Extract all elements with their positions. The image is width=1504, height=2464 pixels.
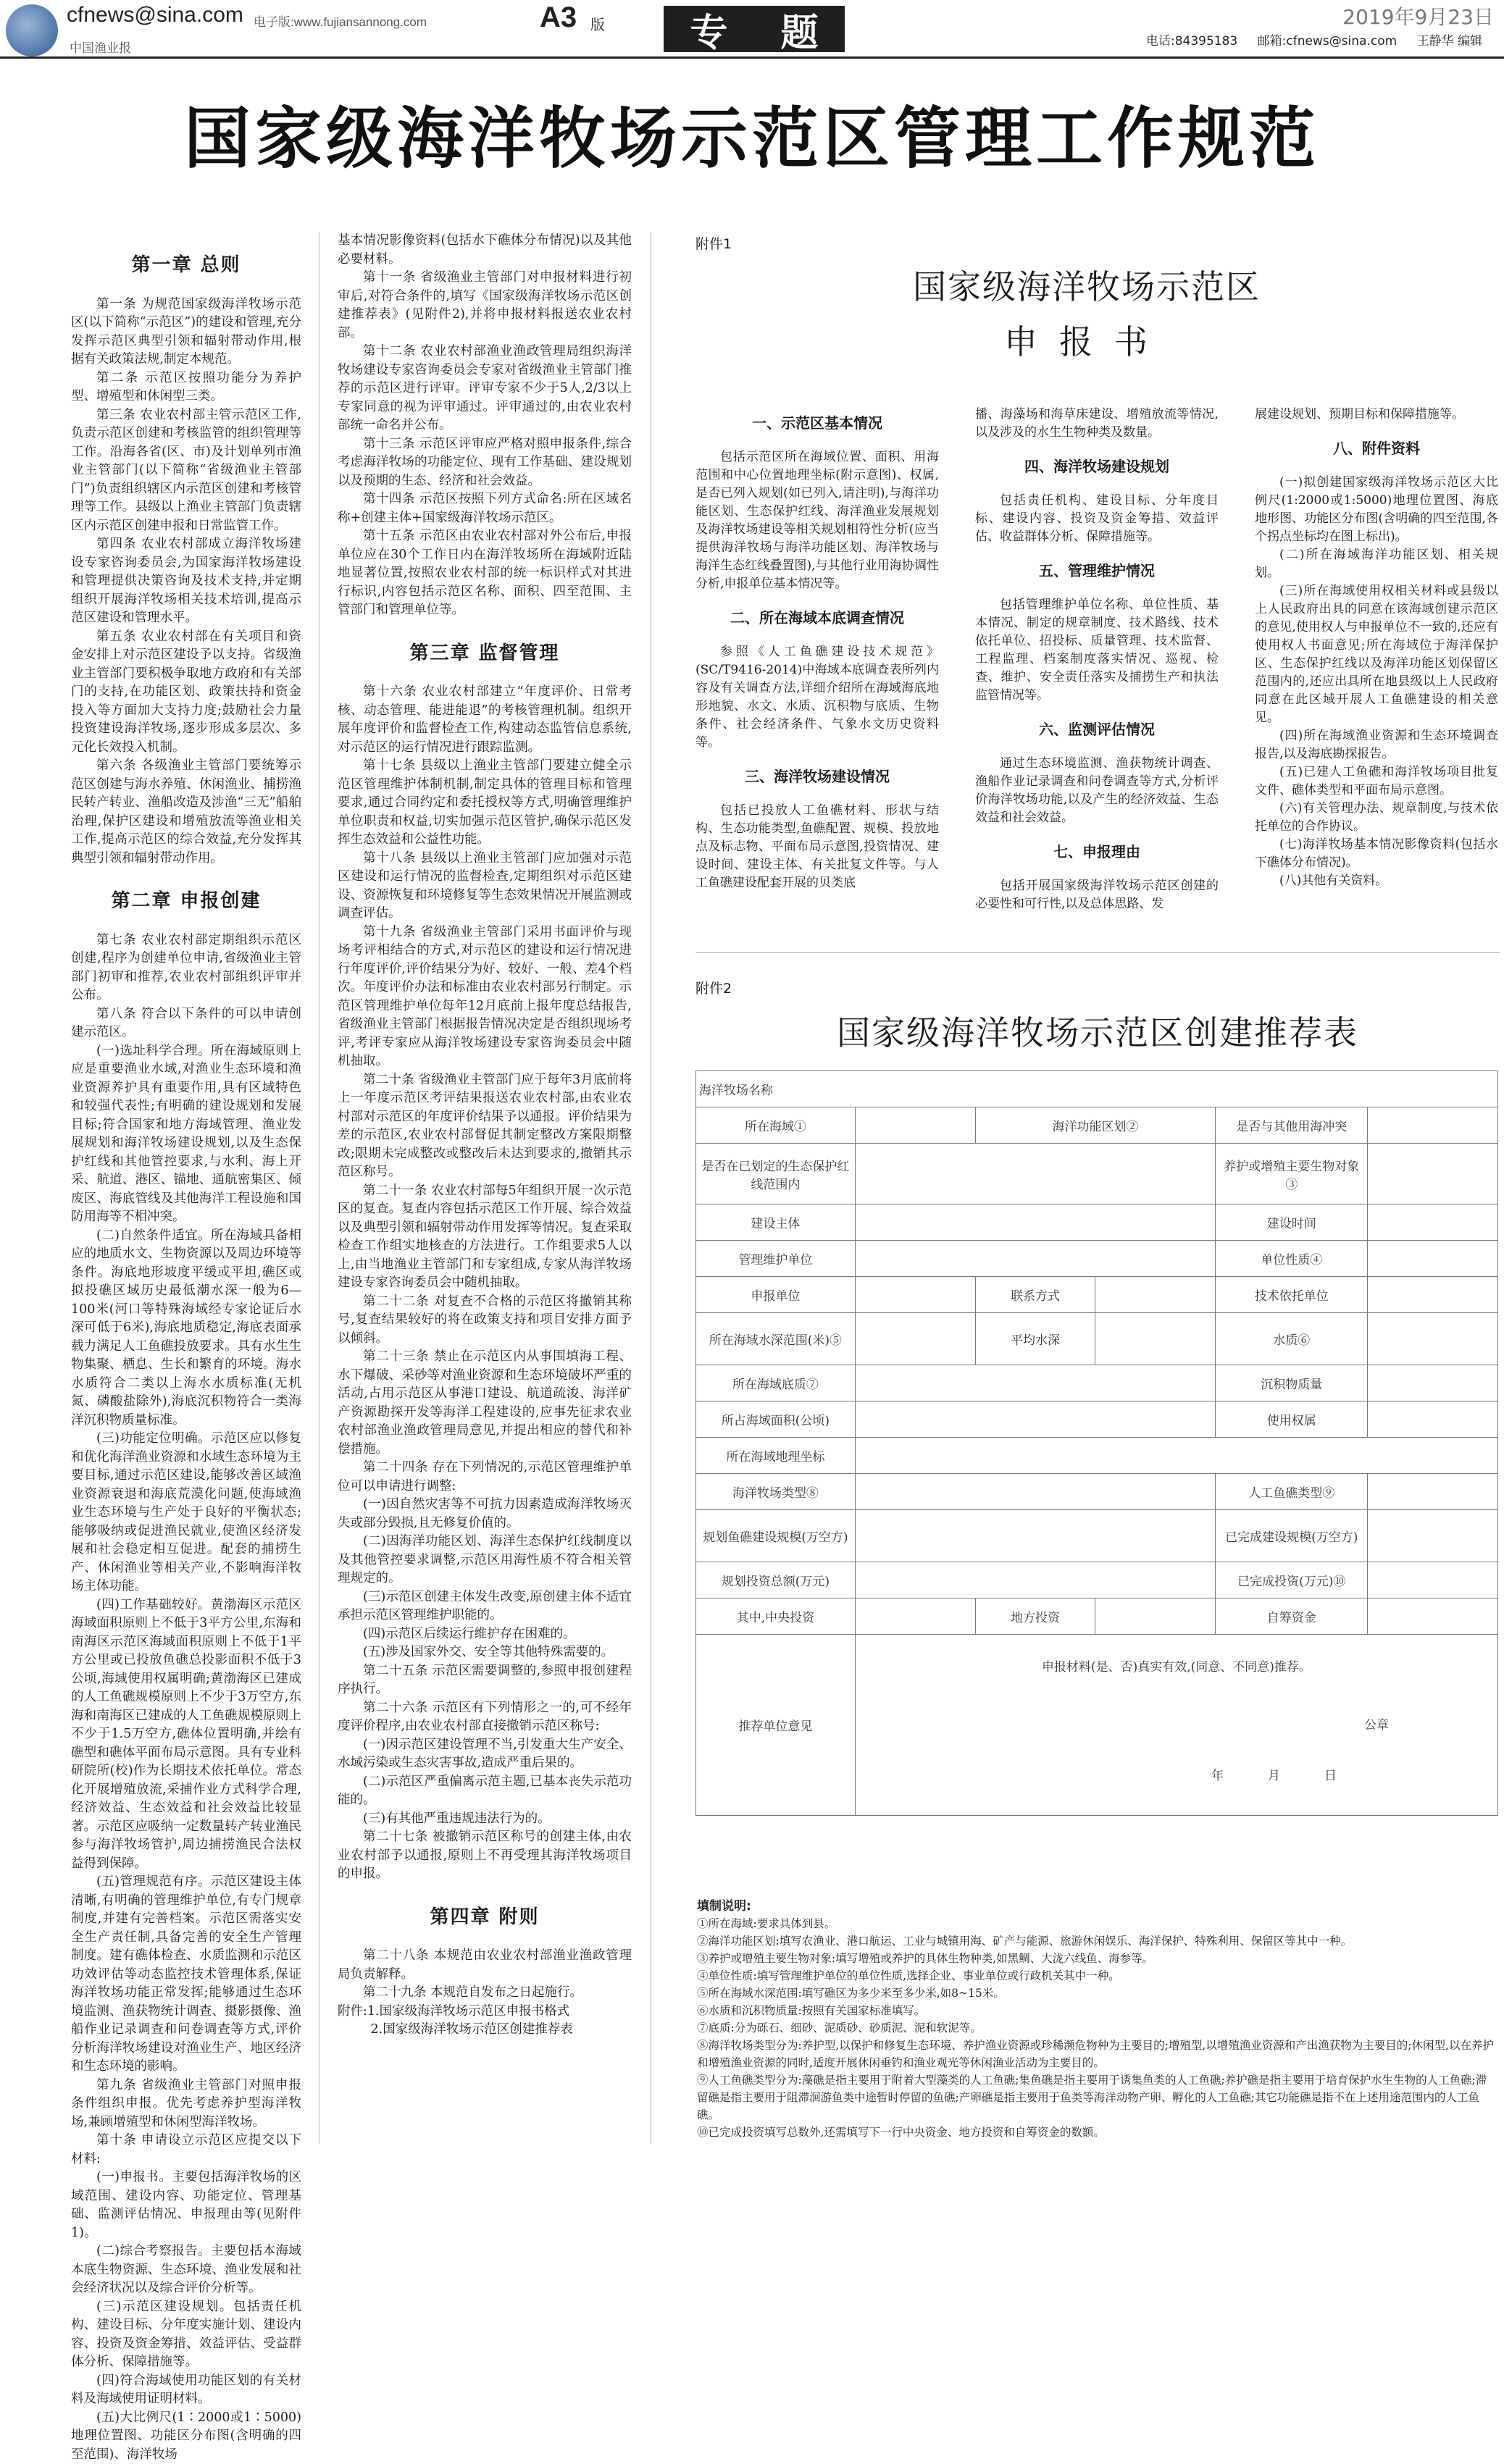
article-column-1 <box>71 232 301 2464</box>
paragraph: (三)有其他严重违规违法行为的。 <box>338 1810 632 1829</box>
form-cell-blank <box>1368 1144 1498 1204</box>
paragraph: 第七条 农业农村部定期组织示范区创建,程序为创建单位申请,省级渔业主管部门初审和推荐,农业农村部组织评审并公布。 <box>71 931 301 1005</box>
paragraph: 基本情况影像资料(包括水下礁体分布情况)以及其他必要材料。 <box>338 232 632 269</box>
form-cell: 所占海域面积(公顷) <box>696 1401 856 1438</box>
form-cell-blank <box>1095 1313 1216 1365</box>
form-cell: 技术依托单位 <box>1216 1277 1368 1313</box>
form-cell: 海洋功能区划② <box>975 1107 1216 1144</box>
appendix1-column-3 <box>1255 406 1498 890</box>
paragraph: (二)因海洋功能区划、海洋生态保护红线制度以及其他管控要求调整,示范区用海性质不符合相关管理规定的。 <box>338 1533 632 1588</box>
article-column-2 <box>338 232 632 2040</box>
page-unit: 版 <box>590 13 605 34</box>
paragraph: 第一条 为规范国家级海洋牧场示范区(以下简称“示范区”)的建设和管理,充分发挥示范区典型引领和辐射带动作用,根据有关政策法规,制定本规范。 <box>71 296 301 369</box>
mail: 邮箱:cfnews@sina.com <box>1258 34 1398 49</box>
form-cell: 海洋牧场类型⑧ <box>696 1474 856 1510</box>
form-cell: 地方投资 <box>975 1598 1095 1635</box>
form-cell: 使用权属 <box>1216 1401 1368 1438</box>
paragraph: (二)示范区严重偏离示范主题,已基本丧失示范功能的。 <box>338 1773 632 1810</box>
form-cell-blank <box>855 1474 1216 1510</box>
paragraph: 第十八条 县级以上渔业主管部门应加强对示范区建设和运行情况的监督检查,定期组织对示范区建设、资源恢复和环境修复等生态效果情况开展监测或调查评估。 <box>338 850 632 923</box>
section-heading: 四、海洋牧场建设规划 <box>975 458 1219 476</box>
form-cell: 自筹资金 <box>1216 1598 1368 1635</box>
form-cell: 规划投资总额(万元) <box>696 1562 856 1598</box>
form-cell: 平均水深 <box>975 1313 1095 1365</box>
form-cell: 沉积物质量 <box>1216 1365 1368 1401</box>
form-cell-blank <box>855 1365 1216 1401</box>
column-char: 专 <box>690 2 727 56</box>
section-heading: 第一章 总则 <box>71 256 301 275</box>
note-item: ⑦底质:分为砾石、细砂、泥质砂、砂质泥、泥和软泥等。 <box>697 2019 1497 2037</box>
seal-label: 公章 <box>1364 1714 1389 1732</box>
column-badge <box>664 6 845 52</box>
appendix1-title: 国家级海洋牧场示范区 <box>695 261 1478 309</box>
appendix2-label: 附件2 <box>695 978 732 997</box>
appendix2-title: 国家级海洋牧场示范区创建推荐表 <box>695 1007 1500 1055</box>
paragraph: (七)海洋牧场基本情况影像资料(包括水下礁体分布情况)。 <box>1255 836 1498 872</box>
form-cell: 规划鱼礁建设规模(万空方) <box>696 1510 856 1562</box>
form-cell-blank <box>1368 1510 1498 1562</box>
form-cell: 是否在已划定的生态保护红线范围内 <box>696 1144 856 1204</box>
recommend-opinion-cell <box>855 1635 1497 1816</box>
form-cell-blank <box>1368 1562 1498 1598</box>
page-number: A3 <box>540 1 577 34</box>
paragraph: (二)综合考察报告。主要包括本海域本底生物资源、生态环境、渔业发展和社会经济状况以及综合评价分析等。 <box>71 2242 301 2298</box>
paragraph: 第八条 符合以下条件的可以申请创建示范区。 <box>71 1005 301 1042</box>
paragraph: 包括开展国家级海洋牧场示范区创建的必要性和可行性,以及总体思路、发 <box>975 877 1219 913</box>
form-cell-blank <box>855 1510 1216 1562</box>
paragraph: (四)工作基础较好。黄渤海区示范区海域面积原则上不低于3平方公里,东海和南海区示范区海域面积原则上不低于1平方公里或已投放鱼礁总投影面积不低于3公顷,海域使用权属明确;黄渤海区已建成的人工鱼礁规模原则上不少于3万空方,东海和南海区已建成的人工鱼礁规模原则上不少于1.5万空方,礁体位置明确,并绘有礁型和礁体平面布局示意图。具有专业科研院所(校)作为长期技术依托单位。常态化开展增殖放流,采捕作业方式科学合理,经济效益、生态效益和社会效益比较显著。示范区应吸纳一定数量转产转业渔民参与海洋牧场管护,周边捕捞渔民合法权益得到保障。 <box>71 1596 301 1874</box>
paragraph: (六)有关管理办法、规章制度,与技术依托单位的合作协议。 <box>1255 800 1498 836</box>
paragraph: 包括责任机构、建设目标、分年度目标、建设内容、投资及资金筹措、效益评估、收益群体分析、保障措施等。 <box>975 492 1219 546</box>
paragraph: (一)拟创建国家级海洋牧场示范区大比例尺(1:2000或1:5000)地理位置图、海底地形图、功能区分布图(含明确的四至范围,各个拐点坐标均在图上标出)。 <box>1255 474 1498 546</box>
form-cell-blank <box>1095 1277 1216 1313</box>
form-notes <box>697 1898 1497 2141</box>
paragraph: (一)因示范区建设管理不当,引发重大生产安全、水域污染或生态灾害事故,造成严重后果的。 <box>338 1736 632 1773</box>
form-cell: 是否与其他用海冲突 <box>1216 1107 1368 1144</box>
form-cell-blank <box>855 1144 1216 1204</box>
paragraph: 第十六条 农业农村部建立“年度评价、日常考核、动态管理、能进能退”的考核管理机制。组织开展年度评价和监督检查工作,构建动态监管信息系统,对示范区的运行情况进行跟踪监测。 <box>338 683 632 757</box>
recommendation-form <box>695 1070 1498 1816</box>
paragraph: 第二十四条 存在下列情况的,示范区管理维护单位可以申请进行调整: <box>338 1459 632 1496</box>
form-cell: 管理维护单位 <box>696 1241 856 1277</box>
paragraph: 2.国家级海洋牧场示范区创建推荐表 <box>338 2021 632 2040</box>
form-cell: 申报单位 <box>696 1277 856 1313</box>
paragraph: 第二十七条 被撤销示范区称号的创建主体,由农业农村部予以通报,原则上不再受理其海洋牧场项目的申报。 <box>338 1828 632 1884</box>
section-heading: 六、监测评估情况 <box>975 721 1219 739</box>
paragraph: 第二十条 省级渔业主管部门应于每年3月底前将上一年度示范区考评结果报送农业农村部,由农业农村部对示范区的年度评价结果予以通报。评价结果为差的示范区,农业农村部督促其制定整改方案限期整改;限期未完成整改或整改后未达到要求的,撤销其示范区称号。 <box>338 1071 632 1182</box>
form-cell: 所在海域水深范围(米)⑤ <box>696 1313 856 1365</box>
newspaper-logo-icon <box>6 4 58 56</box>
paragraph: (五)已建人工鱼礁和海洋牧场项目批复文件、礁体类型和平面布局示意图。 <box>1255 763 1498 800</box>
paragraph: 第十四条 示范区按照下列方式命名:所在区域名称+创建主体+国家级海洋牧场示范区。 <box>338 490 632 527</box>
masthead-site: 电子版:www.fujiansannong.com <box>254 12 427 30</box>
section-heading: 五、管理维护情况 <box>975 562 1219 580</box>
date-line: 年 月 日 <box>1211 1765 1353 1783</box>
section-heading: 八、附件资料 <box>1255 440 1498 458</box>
form-cell-blank <box>1368 1204 1498 1241</box>
paragraph: 第十三条 示范区评审应严格对照申报条件,综合考虑海洋牧场的功能定位、现有工作基础、建设规划以及预期的生态、经济和社会效益。 <box>338 435 632 491</box>
form-cell: 已完成建设规模(万空方) <box>1216 1510 1368 1562</box>
note-item: ⑨人工鱼礁类型分为:藻礁是指主要用于附着大型藻类的人工鱼礁;集鱼礁是指主要用于诱集鱼类的人工鱼礁;养护礁是指主要用于培育保护水生生物的人工鱼礁;滞留礁是指主要用于阻滞洄游鱼类中途暂时停留的鱼礁;产卵礁是指主要用于鱼类等海洋动物产卵、孵化的人工鱼礁;其它功能礁是指不在上述用途范围内的人工鱼礁。 <box>697 2071 1497 2124</box>
note-item: ③养护或增殖主要生物对象:填写增殖或养护的具体生物种类,如黑鲷、大泷六线鱼、海参等。 <box>697 1950 1497 1967</box>
paragraph: (一)申报书。主要包括海洋牧场的区域范围、建设内容、功能定位、管理基础、监测评估情况、申报理由等(见附件1)。 <box>71 2168 301 2242</box>
masthead-rule <box>0 56 1504 59</box>
column-char: 题 <box>780 2 818 56</box>
paragraph: 第二十六条 示范区有下列情形之一的,可不经年度评价程序,由农业农村部直接撤销示范区称号: <box>338 1699 632 1736</box>
form-cell: 已完成投资(万元)⑩ <box>1216 1562 1368 1598</box>
section-heading: 二、所在海域本底调查情况 <box>695 609 939 627</box>
paragraph: 第五条 农业农村部在有关项目和资金安排上对示范区建设予以支持。省级渔业主管部门要积极争取地方政府和有关部门的支持,在功能区划、政策扶持和资金投入等方面加大支持力度;鼓励社会力量投资建设海洋牧场,逐步形成多层次、多元化长效投入机制。 <box>71 628 301 758</box>
section-heading: 一、示范区基本情况 <box>695 414 939 432</box>
appendix1-column-2 <box>975 406 1219 913</box>
paragraph: 第九条 省级渔业主管部门对照申报条件组织申报。优先考虑养护型海洋牧场,兼顾增殖型和休闲型海洋牧场。 <box>71 2077 301 2132</box>
paragraph: (八)其他有关资料。 <box>1255 872 1498 890</box>
paragraph: (一)因自然灾害等不可抗力因素造成海洋牧场灭失或部分毁损,且无修复价值的。 <box>338 1496 632 1533</box>
paragraph: 第十七条 县级以上渔业主管部门要建立健全示范区管理维护体制机制,制定具体的管理目标和管理要求,通过合同约定和委托授权等方式,明确管理维护单位职责和权益,切实加强示范区管护,确保示范区发挥生态效益和公益性功能。 <box>338 757 632 850</box>
form-cell: 海洋牧场名称 <box>696 1071 1498 1107</box>
form-cell-blank <box>1368 1598 1498 1635</box>
form-cell: 所在海域地理坐标 <box>696 1438 856 1474</box>
form-cell: 人工鱼礁类型⑨ <box>1216 1474 1368 1510</box>
editor: 王静华 编辑 <box>1417 34 1482 49</box>
form-cell-blank <box>1368 1107 1498 1144</box>
appendix1-column-1 <box>695 406 939 892</box>
form-cell: 联系方式 <box>975 1277 1095 1313</box>
paragraph: 第二十五条 示范区需要调整的,参照申报创建程序执行。 <box>338 1662 632 1699</box>
paragraph: 第二条 示范区按照功能分为养护型、增殖型和休闲型三类。 <box>71 369 301 406</box>
paragraph: (三)所在海域使用权相关材料或县级以上人民政府出具的同意在该海域创建示范区的意见,使用权人与申报单位不一致的,还应有使用权人书面意见;所在海域位于海洋保护区、生态保护红线以及海洋功能区划保留区范围内的,还应出具所在地县级以上人民政府同意在此区域开展人工鱼礁建设的相关意见。 <box>1255 582 1498 727</box>
appendix1-label: 附件1 <box>695 233 732 253</box>
paragraph: (二)所在海域海洋功能区划、相关规划。 <box>1255 546 1498 582</box>
form-cell-blank <box>855 1241 1216 1277</box>
section-heading: 七、申报理由 <box>975 843 1219 861</box>
form-cell-blank <box>855 1438 1497 1474</box>
form-cell-blank <box>1368 1313 1498 1365</box>
form-cell-blank <box>855 1277 975 1313</box>
paragraph: (一)选址科学合理。所在海域原则上应是重要渔业水域,对渔业生态环境和渔业资源养护具有重要作用,具有区域特色和较强代表性;有明确的建设规划和发展目标;符合国家和地方海域管理、渔业发展规划和海洋牧场建设规划,以及生态保护红线和其他管控要求,与水利、海上开采、航道、港区、锚地、通航密集区、倾废区、海底管线及其他海洋工程设施和国防用海等不相冲突。 <box>71 1042 301 1227</box>
notes-heading: 填制说明: <box>697 1898 1497 1915</box>
form-cell: 所在海域① <box>696 1107 856 1144</box>
section-heading: 第二章 申报创建 <box>71 892 301 911</box>
paragraph: (四)示范区后续运行维护存在困难的。 <box>338 1625 632 1644</box>
paragraph: 第六条 各级渔业主管部门要统筹示范区创建与海水养殖、休闲渔业、捕捞渔民转产转业、渔船改造及涉渔“三无”船舶治理,保护区建设和增殖放流等渔业相关工作,提高示范区的综合效益,充分发挥其典型引领和辐射带动作用。 <box>71 757 301 868</box>
form-cell-blank <box>1368 1365 1498 1401</box>
paragraph: 附件:1.国家级海洋牧场示范区申报书格式 <box>338 2003 632 2021</box>
paragraph: 第十五条 示范区由农业农村部对外公布后,申报单位应在30个工作日内在海洋牧场所在海域附近陆地显著位置,按照农业农村部的统一标识样式对其进行标识,内容包括示范区名称、面积、四至范围、主管部门和管理单位等。 <box>338 527 632 620</box>
phone: 电话:84395183 <box>1146 34 1237 49</box>
paragraph: 第十一条 省级渔业主管部门对申报材料进行初审后,对符合条件的,填写《国家级海洋牧场示范区创建推荐表》(见附件2),并将申报材料报送农业农村部。 <box>338 269 632 343</box>
paragraph: (五)涉及国家外交、安全等其他特殊需要的。 <box>338 1643 632 1662</box>
note-item: ⑥水质和沉积物质量:按照有关国家标准填写。 <box>697 2002 1497 2019</box>
form-cell: 单位性质④ <box>1216 1241 1368 1277</box>
headline: 国家级海洋牧场示范区管理工作规范 <box>0 85 1504 181</box>
paragraph: 展建设规划、预期目标和保障措施等。 <box>1255 406 1498 424</box>
masthead <box>0 0 1504 56</box>
form-cell-blank <box>1368 1474 1498 1510</box>
paragraph: 第四条 农业农村部成立海洋牧场建设专家咨询委员会,为国家海洋牧场建设和管理提供决策咨询及技术支持,并定期组织开展海洋牧场相关技术培训,提高示范区建设和管理水平。 <box>71 535 301 628</box>
form-cell: 养护或增殖主要生物对象③ <box>1216 1144 1368 1204</box>
appendix1-subtitle: 申报书 <box>695 316 1478 364</box>
note-item: ⑤所在海域水深范围:填写礁区为多少米至多少米,如8~15米。 <box>697 1985 1497 2002</box>
paragraph: (四)符合海域使用功能区划的有关材料及海域使用证明材料。 <box>71 2372 301 2409</box>
note-item: ⑩已完成投资填写总数外,还需填写下一行中央资金、地方投资和自筹资金的数额。 <box>697 2124 1497 2141</box>
contact-line <box>1130 30 1482 49</box>
paragraph: 第二十九条 本规范自发布之日起施行。 <box>338 1984 632 2003</box>
form-cell-blank <box>1095 1598 1216 1635</box>
recommend-text: 申报材料(是、否)真实有效,(同意、不同意)推荐。 <box>856 1656 1497 1675</box>
note-item: ④单位性质:填写管理维护单位的单位性质,选择企业、事业单位或行政机关其中一种。 <box>697 1967 1497 1985</box>
paragraph: 通过生态环境监测、渔获物统计调查、渔船作业记录调查和问卷调查等方式,分析评价海洋牧场功能,以及产生的经济效益、生态效益和社会效益。 <box>975 755 1219 827</box>
paragraph: (四)所在海域渔业资源和生态环境调查报告,以及海底勘探报告。 <box>1255 727 1498 763</box>
paragraph: 第二十二条 对复查不合格的示范区将撤销其称号,复查结果较好的将在政策支持和项目安排方面予以倾斜。 <box>338 1293 632 1349</box>
issue-date: 2019年9月23日 <box>1342 1 1494 30</box>
form-cell: 其中,中央投资 <box>696 1598 856 1635</box>
form-cell-blank <box>1368 1401 1498 1438</box>
form-cell-blank <box>855 1401 1216 1438</box>
masthead-paper-name: 中国渔业报 <box>70 38 131 56</box>
form-cell-blank <box>855 1313 975 1365</box>
paragraph: (三)示范区创建主体发生改变,原创建主体不适宜承担示范区管理维护职能的。 <box>338 1588 632 1625</box>
paragraph: 第三条 农业农村部主管示范区工作,负责示范区创建和考核监管的组织管理等工作。沿海各省(区、市)及计划单列市渔业主管部门(以下简称“省级渔业主管部门”)负责组织辖区内示范区创建和考核管理等工作。县级以上渔业主管部门负责辖区内示范区创建申报和日常监管工作。 <box>71 406 301 536</box>
paragraph: 第二十三条 禁止在示范区内从事围填海工程、水下爆破、采砂等对渔业资源和生态环境破坏严重的活动,占用示范区从事港口建设、航道疏浚、海洋矿产资源勘探开发等海洋工程建设的,应事先征求农业农村部渔业渔政管理局意见,并提出相应的替代和补偿措施。 <box>338 1348 632 1459</box>
section-heading: 第四章 附则 <box>338 1908 632 1927</box>
paragraph: 第十九条 省级渔业主管部门采用书面评价与现场考评相结合的方式,对示范区的建设和运行情况进行年度评价,评价结果分为好、较好、一般、差4个档次。年度评价办法和标准由农业农村部另行制定。示范区管理维护单位每年12月底前上报年度总结报告,省级渔业主管部门根据报告情况决定是否组织现场考评,考评专家应从海洋牧场建设专家咨询委员会中随机抽取。 <box>338 923 632 1071</box>
paragraph: 第二十八条 本规范由农业农村部渔业渔政管理局负责解释。 <box>338 1947 632 1984</box>
form-cell: 建设时间 <box>1216 1204 1368 1241</box>
form-cell-blank <box>1368 1241 1498 1277</box>
appendix-divider <box>695 952 1500 953</box>
paragraph: (五)管理规范有序。示范区建设主体清晰,有明确的管理维护单位,有专门规章制度,并建有完善档案。示范区需落实安全生产责任制,具备完善的安全生产管理制度。建有礁体检查、水质监测和示范区功效评估等动态监控技术管理体系,保证海洋牧场功能正常发挥;能够通过生态环境监测、渔获物统计调查、摄影摄像、渔船作业记录调查和问卷调查等方式,评价分析海洋牧场建设对渔业生产、地区经济和生态环境的影响。 <box>71 1873 301 2077</box>
paragraph: 参照《人工鱼礁建设技术规范》(SC/T9416-2014)中海域本底调查表所列内容及有关调查方法,详细介绍所在海域海底地形地貌、水文、水质、沉积物与底质、生物条件、社会经济条件、气象水文历史资料等。 <box>695 643 939 752</box>
form-cell: 推荐单位意见 <box>696 1635 856 1816</box>
masthead-email: cfnews@sina.com <box>67 3 243 28</box>
paragraph: (三)功能定位明确。示范区应以修复和优化海洋渔业资源和水域生态环境为主要目标,通过示范区建设,能够改善区域渔业资源衰退和海底荒漠化问题,使海域渔业生态环境与生产处于良好的平衡状态;能够吸纳或促进渔民就业,使渔区经济发展和社会稳定相互促进。配套的捕捞生产、休闲渔业等相关产业,不影响海洋牧场主体功能。 <box>71 1430 301 1596</box>
note-item: ⑧海洋牧场类型分为:养护型,以保护和修复生态环境、养护渔业资源或珍稀濒危物种为主要目的;增殖型,以增殖渔业资源和产出渔获物为主要目的;休闲型,以在养护和增殖渔业资源的同时,适度开展休闲垂钓和渔业观光等休闲渔业活动为主要目的。 <box>697 2037 1497 2071</box>
paragraph: 第十二条 农业农村部渔业渔政管理局组织海洋牧场建设专家咨询委员会专家对省级渔业主管部门推荐的示范区进行评审。评审专家不少于5人,2/3以上专家同意的视为评审通过。评审通过的,由农业农村部统一命名并公布。 <box>338 343 632 435</box>
paragraph: 播、海藻场和海草床建设、增殖放流等情况,以及涉及的水生生物种类及数量。 <box>975 406 1219 442</box>
form-cell-blank <box>1368 1277 1498 1313</box>
paragraph: 包括示范区所在海域位置、面积、用海范围和中心位置地理坐标(附示意图)、权属,是否已列入规划(如已列入,请注明),与海洋功能区划、生态保护红线、海洋渔业发展规划及海洋牧场建设等相关规划相符性分析(应当提供海洋牧场与海洋功能区划、海洋牧场与海洋生态红线叠置图),与其他行业用海协调性分析,申报单位基本情况等。 <box>695 448 939 593</box>
section-heading: 三、海洋牧场建设情况 <box>695 768 939 786</box>
paragraph: 包括管理维护单位名称、单位性质、基本情况、制定的规章制度、技术路线、技术依托单位、招投标、质量管理、技术监督、工程监理、档案制度落实情况、巡视、检查、维护、安全责任落实及捕捞生产和执法监管情况等。 <box>975 596 1219 705</box>
section-heading: 第三章 监督管理 <box>338 645 632 663</box>
paragraph: 第十条 申请设立示范区应提交以下材料: <box>71 2132 301 2168</box>
form-cell-blank <box>855 1107 975 1144</box>
note-item: ①所在海域:要求具体到县。 <box>697 1915 1497 1932</box>
form-cell: 建设主体 <box>696 1204 856 1241</box>
form-cell: 所在海域底质⑦ <box>696 1365 856 1401</box>
form-cell: 水质⑥ <box>1216 1313 1368 1365</box>
paragraph: (三)示范区建设规划。包括责任机构、建设目标、分年度实施计划、建设内容、投资及资金筹措、效益评估、受益群体分析、保障措施等。 <box>71 2298 301 2372</box>
paragraph: 包括已投放人工鱼礁材料、形状与结构、生态功能类型,鱼礁配置、规模、投放地点及标志物、平面布局示意图,投资情况、建设时间、建设主体、有关批复文件等。与人工鱼礁建设配套开展的贝类底 <box>695 802 939 892</box>
form-cell-blank <box>855 1204 1216 1241</box>
note-item: ②海洋功能区划:填写农渔业、港口航运、工业与城镇用海、矿产与能源、旅游休闲娱乐、海洋保护、特殊利用、保留区等其中一种。 <box>697 1932 1497 1950</box>
paragraph: 第二十一条 农业农村部每5年组织开展一次示范区的复查。复查内容包括示范区工作开展、综合效益以及典型引领和辐射带动作用发挥等情况。复查采取检查工作组实地核查的方法进行。工作组要求5人以上,由当地渔业主管部门和专家组成,专家从海洋牧场建设专家咨询委员会中随机抽取。 <box>338 1182 632 1293</box>
paragraph: (二)自然条件适宜。所在海域具备相应的地质水文、生物资源以及周边环境等条件。海底地形坡度平缓或平坦,礁区或拟投礁区域历史最低潮水深一般为6—100米(河口等特殊海域经专家论证后水深可低于6米),海底地质稳定,海底表面承载力满足人工鱼礁投放要求。具有水生生物集聚、栖息、生长和繁育的环境。海水水质符合二类以上海水水质标准(无机氮、磷酸盐除外),海底沉积物符合一类海洋沉积物质量标准。 <box>71 1227 301 1430</box>
form-cell-blank <box>855 1598 975 1635</box>
form-cell-blank <box>855 1562 1216 1598</box>
paragraph: (五)大比例尺(1∶2000或1∶5000)地理位置图、功能区分布图(含明确的四至范围)、海洋牧场 <box>71 2409 301 2464</box>
